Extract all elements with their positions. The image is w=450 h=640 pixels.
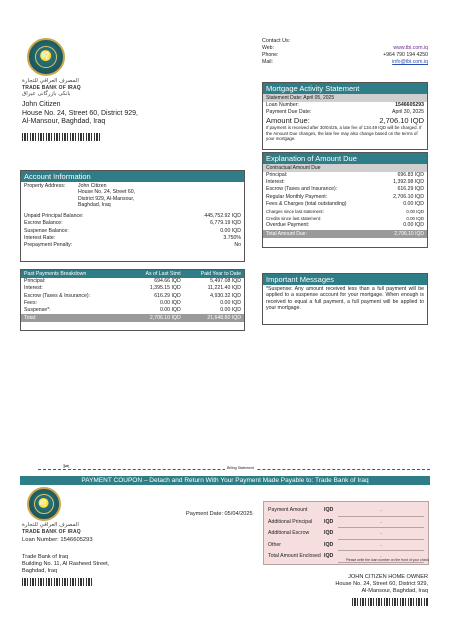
web-label: Web: — [262, 45, 275, 51]
phone-number: +964 790 194 4250 — [383, 52, 428, 59]
explanation-row-label: Overdue Payment: — [266, 222, 310, 229]
recipient-block — [262, 574, 428, 594]
row-label: Fees: — [24, 299, 37, 306]
decimal-point: . — [380, 541, 382, 548]
customer-block — [22, 101, 138, 127]
decimal-point: . — [380, 507, 382, 513]
bank-logo-seal — [27, 38, 65, 76]
messages-panel — [262, 273, 428, 325]
mail-label: Mail: — [262, 59, 273, 66]
field-label: Additional Escrow — [268, 530, 310, 536]
explanation-panel — [262, 152, 428, 248]
account-row-value: 0.00 IQD — [220, 227, 241, 234]
contact-title: Contact Us: — [262, 38, 291, 44]
coupon-barcode — [22, 578, 92, 586]
past-payments-total-row — [21, 314, 244, 322]
account-row-label: Unpaid Principal Balance: — [24, 213, 84, 220]
lion-emblem-icon: ♌ — [34, 494, 54, 514]
contact-block — [262, 38, 428, 67]
explanation-row-value: 0.00 IQD — [403, 222, 424, 229]
currency-label: IQD — [324, 530, 334, 536]
customer-address-line: Al-Mansour, Baghdad, Iraq — [22, 118, 106, 125]
phone-label: Phone: — [262, 52, 279, 59]
currency-label: IQD — [324, 507, 334, 513]
customer-address-line: House No. 24, Street 60, District 929, — [22, 109, 138, 117]
loan-number: 1546605293 — [395, 102, 424, 108]
field-label: Payment Amount — [268, 507, 308, 513]
explanation-row-value: 0.00 IQD — [406, 209, 424, 215]
explanation-row-label: Principal: — [266, 172, 288, 178]
coupon-footnote: Please write the loan number on the front of your check — [345, 558, 429, 562]
payment-field-row — [268, 517, 424, 529]
account-row-value: No — [234, 242, 241, 248]
additional-principal-input[interactable] — [338, 517, 424, 529]
row-last-stmt: 694.66 IQD — [154, 278, 181, 284]
table-row — [24, 285, 241, 292]
coupon-bank-name-arabic: المصرف العراقي للتجارة — [22, 522, 79, 528]
account-row-value: 6,779.19 IQD — [210, 220, 241, 227]
row-ytd: 0.00 IQD — [220, 299, 241, 306]
email-link[interactable]: info@tbi.com.iq — [392, 59, 428, 66]
total-ytd: 21,648.80 IQD — [207, 315, 241, 322]
row-ytd: 5,497.08 IQD — [210, 278, 241, 284]
decimal-point: . — [380, 530, 382, 536]
account-row-label: Escrow Balance: — [24, 220, 63, 227]
due-date: April 30, 2025 — [391, 109, 424, 116]
past-payments-title: Past Payments Breakdown — [24, 271, 87, 277]
decimal-point: . — [380, 553, 382, 559]
bank-address-block — [22, 554, 109, 574]
statement-title: Mortgage Activity Statement — [263, 83, 427, 94]
row-ytd: 0.00 IQD — [220, 307, 241, 314]
bank-address-line: Trade Bank of Iraq — [22, 554, 69, 560]
coupon-payment-date: Payment Date: 05/04/2025 — [186, 511, 253, 517]
account-row-value: 3.750% — [223, 234, 241, 241]
payment-field-row — [268, 540, 424, 552]
due-date-label: Payment Due Date: — [266, 109, 312, 116]
explanation-row-value: 1,392.98 IQD — [393, 179, 424, 186]
row-label: Interest: — [24, 285, 43, 292]
property-address — [78, 183, 135, 208]
row-label: Principal: — [24, 278, 46, 284]
payment-field-row — [268, 528, 424, 540]
property-address-line: Baghdad, Iraq — [78, 201, 111, 208]
amount-due: 2,706.10 IQD — [379, 116, 424, 126]
row-last-stmt: 616.29 IQD — [154, 292, 181, 299]
row-label: Escrow (Taxes & Insurance): — [24, 292, 91, 299]
row-last-stmt: 0.00 IQD — [159, 299, 181, 306]
explanation-row-label: Fees & Charges (total outstanding) — [266, 200, 347, 207]
web-link[interactable]: www.tbi.com.iq — [393, 45, 428, 51]
explanation-row-value: 2,706.10 IQD — [393, 193, 424, 200]
row-ytd: 11,221.40 IQD — [207, 285, 241, 292]
account-title: Account Information — [21, 171, 244, 182]
account-row-label: Prepayment Penalty: — [24, 242, 73, 248]
messages-title: Important Messages — [263, 274, 427, 285]
recipient-line: JOHN CITIZEN HOME OWNER — [348, 574, 428, 580]
explanation-row-value: 696.83 IQD — [397, 172, 424, 178]
coupon-bank-name-english: TRADE BANK OF IRAQ — [22, 529, 81, 535]
explanation-row-value: 0.00 IQD — [406, 216, 424, 222]
messages-text: *Suspense: Any amount received less than a full payment will be applied to a suspense account for your mortgage. When enough is received to equal a full payment, a full payment will be applied to your mortgage. — [266, 286, 424, 312]
barcode — [22, 133, 100, 141]
table-row — [24, 307, 241, 314]
explanation-row-label: Charges since last statement: — [266, 209, 324, 215]
billing-statement-label: Billing Statement — [227, 466, 254, 470]
bank-name-arabic: المصرف العراقي للتجارة — [22, 78, 79, 84]
field-label: Additional Principal — [268, 518, 313, 525]
currency-label: IQD — [324, 518, 334, 525]
account-row-label: Interest Rate: — [24, 234, 56, 241]
bank-name-english: TRADE BANK OF IRAQ — [22, 85, 81, 91]
bank-name-kurdish: بانكى بازرگانى عيراق — [22, 91, 71, 97]
currency-label: IQD — [324, 541, 334, 548]
customer-name: John Citizen — [22, 101, 61, 108]
account-row-value: 445,752.92 IQD — [204, 213, 241, 220]
recipient-line: Al-Mansour, Baghdad, Iraq — [361, 587, 428, 594]
property-address-line: John Citizen — [78, 183, 107, 189]
row-last-stmt: 1,395.15 IQD — [149, 285, 181, 292]
table-row — [24, 293, 241, 300]
table-row — [24, 300, 241, 307]
scissors-icon: ✂ — [63, 462, 70, 471]
coupon-loan-number: Loan Number: 1546605293 — [22, 537, 93, 543]
row-label: Suspense*: — [24, 307, 51, 314]
past-payments-header — [21, 270, 244, 278]
currency-label: IQD — [324, 553, 334, 559]
explanation-row-value: 0.00 IQD — [403, 200, 424, 207]
bank-address-line: Building No. 11, Al Rasheed Street, — [22, 560, 110, 567]
statement-panel — [262, 82, 428, 150]
statement-date: Statement Date: April 05, 2025 — [263, 94, 427, 102]
coupon-band: PAYMENT COUPON – Detach and Return With Your Payment Made Payable to: Trade Bank of Iraq — [20, 476, 430, 485]
coupon-bank-logo — [27, 487, 61, 521]
explanation-row-label: Escrow (Taxes and Insurance): — [266, 186, 338, 193]
row-last-stmt: 0.00 IQD — [159, 307, 181, 314]
explanation-row-label: Regular Monthly Payment: — [266, 193, 328, 200]
table-row — [24, 278, 241, 285]
account-panel — [20, 170, 245, 262]
payment-form — [263, 501, 429, 565]
additional-escrow-input[interactable] — [338, 528, 424, 540]
field-label: Total Amount Enclosed — [268, 553, 321, 559]
explanation-total-label: Total Amount Due: — [266, 230, 307, 237]
property-address-line: House No. 24, Street 60, — [78, 189, 136, 196]
explanation-row-label: Credits since last statement: — [266, 216, 322, 222]
field-label: Other — [268, 541, 281, 548]
bank-address-line: Baghdad, Iraq — [22, 567, 58, 574]
decimal-point: . — [380, 518, 382, 525]
col-header-ytd: Paid Year to Date — [200, 271, 241, 277]
past-payments-table — [20, 269, 245, 331]
recipient-line: House No. 24, Street 60, District 929, — [335, 580, 428, 587]
col-header-last-stmt: As of Last Stmt — [145, 271, 181, 277]
property-address-line: District 929, Al-Mansour, — [78, 195, 135, 202]
explanation-subtitle: Contractual Amount Due — [263, 164, 427, 172]
explanation-row-label: Interest: — [266, 179, 285, 186]
amount-due-label: Amount Due: — [266, 116, 310, 126]
loan-label: Loan Number: — [266, 102, 299, 108]
lion-emblem-icon: ♌ — [35, 46, 57, 68]
account-row-label: Suspense Balance: — [24, 227, 69, 234]
explanation-total: 2,706.10 IQD — [394, 230, 424, 237]
property-address-label: Property Address: — [24, 183, 66, 189]
explanation-row-value: 616.29 IQD — [397, 186, 424, 193]
late-fee-note: If payment is received after 30/04/25, a late fee of 134.49 IQD will be charged. If the Amount Due changes, the late fee may also change based on the terms of your mortgage. — [266, 125, 422, 142]
payment-field-row — [268, 505, 424, 517]
explanation-title: Explanation of Amount Due — [263, 153, 427, 164]
recipient-barcode — [352, 598, 428, 606]
total-label: Total: — [24, 315, 37, 322]
other-amount-input[interactable] — [338, 540, 424, 552]
payment-amount-input[interactable] — [338, 505, 424, 517]
total-last-stmt: 2,706.10 IQD — [149, 315, 181, 322]
row-ytd: 4,930.32 IQD — [210, 292, 241, 299]
